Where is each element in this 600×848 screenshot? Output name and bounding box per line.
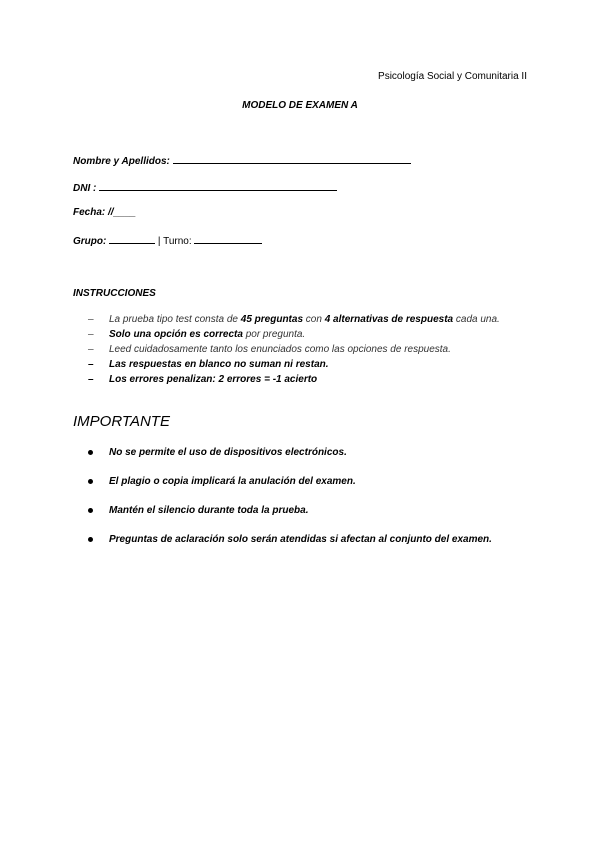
date-field xyxy=(73,207,136,218)
bullet-icon xyxy=(88,479,93,484)
course-name: Psicología Social y Comunitaria II xyxy=(378,71,527,82)
group-blank-line[interactable] xyxy=(109,234,155,244)
important-list xyxy=(73,445,528,561)
date-label: Fecha: //____ xyxy=(73,207,136,218)
name-field xyxy=(73,154,411,167)
instructions-heading: INSTRUCCIONES xyxy=(73,288,156,299)
list-item: – Leed cuidadosamente tanto los enunciados como las opciones de respuesta. xyxy=(88,344,451,355)
name-label: Nombre y Apellidos: xyxy=(73,156,170,167)
instructions-list xyxy=(73,312,528,387)
turn-blank-line[interactable] xyxy=(194,234,262,244)
name-blank-line[interactable] xyxy=(173,154,411,164)
list-item: El plagio o copia implicará la anulación del examen. xyxy=(73,474,528,489)
bullet-icon xyxy=(88,508,93,513)
dni-label: DNI : xyxy=(73,183,97,194)
group-label: Grupo: xyxy=(73,236,107,247)
bullet-icon xyxy=(88,450,93,455)
exam-title: MODELO DE EXAMEN A xyxy=(242,100,358,111)
list-item: No se permite el uso de dispositivos electrónicos. xyxy=(73,445,528,460)
list-item: Preguntas de aclaración solo serán atendidas si afectan al conjunto del examen. xyxy=(73,532,528,547)
list-item: – La prueba tipo test consta de 45 preguntas con 4 alternativas de respuesta cada una. xyxy=(88,314,500,325)
list-item: Mantén el silencio durante toda la prueba. xyxy=(73,503,528,518)
list-item: – Solo una opción es correcta por pregunta. xyxy=(88,329,306,340)
dni-field xyxy=(73,181,337,194)
group-turn-field xyxy=(73,234,262,247)
list-item: – Los errores penalizan: 2 errores = -1 acierto xyxy=(88,374,318,385)
list-item: – Las respuestas en blanco no suman ni restan. xyxy=(88,359,329,370)
bullet-icon xyxy=(88,537,93,542)
dni-blank-line[interactable] xyxy=(99,181,337,191)
important-heading: IMPORTANTE xyxy=(73,413,170,430)
turn-label: | Turno: xyxy=(157,236,192,247)
